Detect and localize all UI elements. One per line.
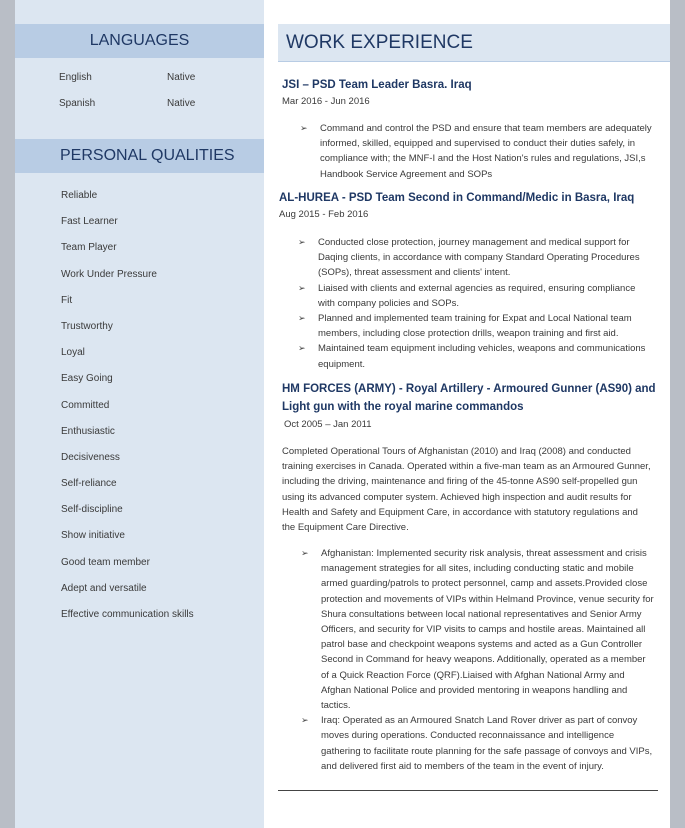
languages-heading: LANGUAGES	[15, 24, 264, 58]
quality-item: Committed	[61, 399, 110, 411]
language-name: Spanish	[59, 98, 96, 109]
job-bullets	[301, 546, 655, 774]
quality-item: Self-reliance	[61, 478, 117, 490]
language-name: English	[59, 72, 92, 83]
job-summary: Completed Operational Tours of Afghanistan (2010) and Iraq (2008) and conducted training exercises in Canada. Operated within a five-man team as an Armoured Gunner, including the driving, maintenance and firing of the 45-tonne AS90 self-propelled gun using its advanced computer system. Achieved high inspection and audit results for Health and Safety and Equipment Care, in accordance with statutory regulations and the Equipment Care Directive.	[282, 446, 651, 534]
job-bullets	[298, 235, 653, 372]
section-divider	[278, 790, 658, 791]
job-bullet: ➢ Maintained team equipment including vehicles, weapons and communications equipment.	[298, 341, 653, 371]
job-bullet: ➢ Liaised with clients and external agencies as required, ensuring compliance with company policies and SOPs.	[298, 281, 653, 311]
quality-item: Adept and versatile	[61, 582, 147, 594]
quality-item: Enthusiastic	[61, 425, 115, 437]
job-bullet: ➢ Planned and implemented team training for Expat and Local National team members, including close protection drills, weapon training and first aid.	[298, 311, 653, 341]
job-title: JSI – PSD Team Leader Basra. Iraq	[282, 79, 472, 91]
quality-item: Reliable	[61, 190, 98, 201]
resume-page	[15, 0, 670, 828]
job-bullet: ➢ Afghanistan: Implemented security risk analysis, threat assessment and crisis management strategies for all sites, including conducting static and mobile armed guarding/patrols to protect personnel, camp and assets.Provided close protection and movements of VIPs within Helmand Province, venue security for Shura consultations between local national representatives and Senior Army Officers, and security for VIP visits to camps and hostile areas. Maintained all patrol base and checkpoint weapons systems and acted as a Gun Controller Second in Command for heavy weapons. Additionally, operated as a member of a Quick Reaction Force (QRF).Liaised with Afghan National Army and Afghan National Police and provided mentoring in weapons handling and tactics.	[301, 546, 655, 713]
job-date: Oct 2005 – Jan 2011	[284, 419, 372, 430]
job-bullet: ➢ Iraq: Operated as an Armoured Snatch Land Rover driver as part of convoy moves during operations. Conducted reconnaissance and intelligence gathering to facilitate route planning for the safe passage of convoys and VIPs, and delivered first aid to members of the team in the event of injury.	[301, 713, 655, 774]
job-date: Mar 2016 - Jun 2016	[282, 96, 370, 107]
quality-item: Work Under Pressure	[61, 268, 157, 280]
quality-item: Trustworthy	[61, 320, 113, 332]
quality-item: Fit	[61, 294, 73, 306]
quality-item: Show initiative	[61, 530, 125, 542]
job-bullet: ➢ Conducted close protection, journey management and medical support for Daqing clients, in accordance with company Standard Operating Procedures (SOPs), threat assessment and clients' intent.	[298, 235, 653, 281]
qualities-list	[61, 186, 194, 631]
work-experience-heading: WORK EXPERIENCE	[278, 24, 670, 62]
job-title: HM FORCES (ARMY) - Royal Artillery - Armoured Gunner (AS90) and Light gun with the royal marine commandos	[282, 383, 656, 413]
quality-item: Fast Learner	[61, 216, 118, 228]
job-bullet: ➢ Command and control the PSD and ensure that team members are adequately informed, skilled, equipped and supervised to conduct their duties safely, in compliance with; the MNF-I and the Host Nation's rules and regulations, JSI,s Handbook Service Agreement and SOPs	[300, 121, 655, 182]
language-row	[59, 72, 196, 83]
quality-item: Effective communication skills	[61, 609, 194, 620]
quality-item: Self-discipline	[61, 504, 123, 516]
sidebar	[15, 0, 264, 828]
quality-item: Easy Going	[61, 373, 113, 385]
quality-item: Decisiveness	[61, 451, 120, 463]
language-level: Native	[167, 72, 196, 83]
quality-item: Loyal	[61, 347, 85, 359]
language-level: Native	[167, 98, 196, 109]
job-title: AL-HUREA - PSD Team Second in Command/Medic in Basra, Iraq	[279, 192, 635, 204]
personal-qualities-heading: PERSONAL QUALITIES	[15, 139, 264, 173]
job-bullets	[300, 121, 655, 182]
quality-item: Good team member	[61, 556, 150, 568]
quality-item: Team Player	[61, 242, 117, 254]
job-date: Aug 2015 - Feb 2016	[279, 209, 369, 220]
language-row	[59, 98, 196, 109]
